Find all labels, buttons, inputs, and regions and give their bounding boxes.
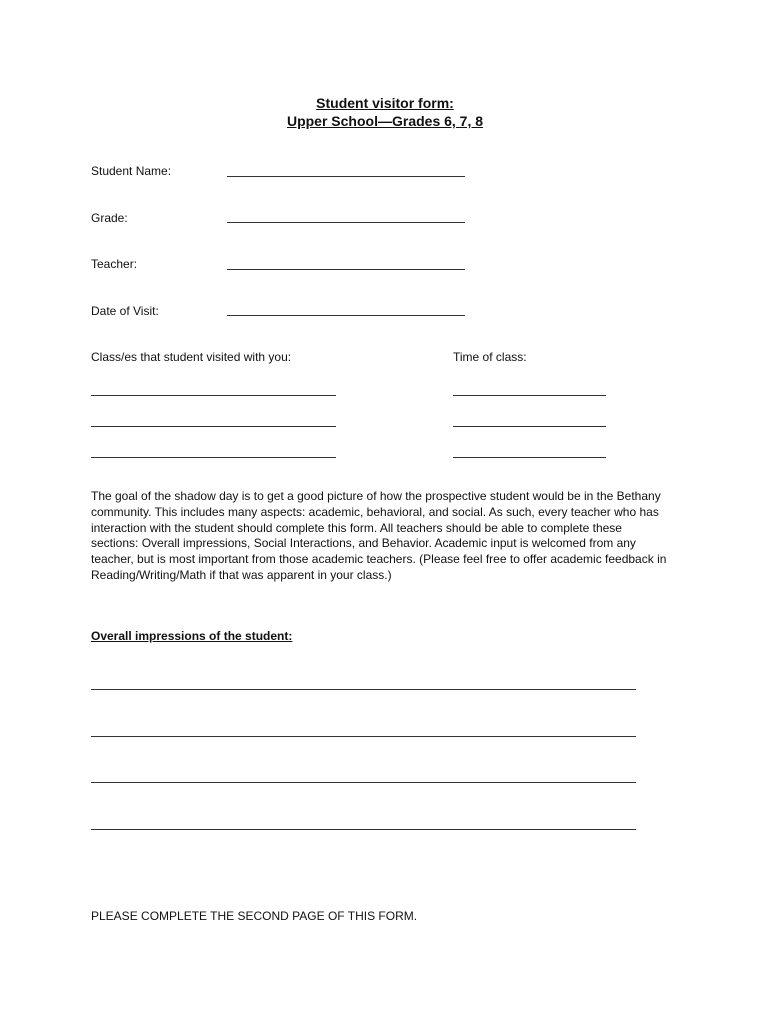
teacher-label: Teacher:: [91, 257, 138, 271]
date-of-visit-line[interactable]: [227, 315, 465, 316]
impressions-line[interactable]: [91, 736, 636, 737]
student-name-label: Student Name:: [91, 164, 172, 178]
class-line[interactable]: [91, 395, 336, 396]
grade-line[interactable]: [227, 222, 465, 223]
form-subtitle: Upper School—Grades 6, 7, 8: [286, 113, 484, 129]
time-line[interactable]: [453, 426, 606, 427]
date-of-visit-label: Date of Visit:: [91, 304, 159, 318]
overall-impressions-heading: Overall impressions of the student:: [91, 629, 293, 643]
footer-note: PLEASE COMPLETE THE SECOND PAGE OF THIS FORM.: [91, 909, 418, 923]
class-line[interactable]: [91, 457, 336, 458]
form-title: Student visitor form:: [316, 95, 454, 111]
time-line[interactable]: [453, 457, 606, 458]
time-of-class-label: Time of class:: [453, 350, 527, 364]
teacher-line[interactable]: [227, 269, 465, 270]
impressions-line[interactable]: [91, 689, 636, 690]
grade-label: Grade:: [91, 211, 128, 225]
class-line[interactable]: [91, 426, 336, 427]
student-name-line[interactable]: [227, 176, 465, 177]
impressions-line[interactable]: [91, 782, 636, 783]
classes-visited-label: Class/es that student visited with you:: [91, 350, 292, 364]
impressions-line[interactable]: [91, 829, 636, 830]
instructions-paragraph: The goal of the shadow day is to get a good picture of how the prospective student would be in the Bethany community. This includes many aspects: academic, behavioral, and social. As such, every teacher who has interaction with the student should complete this form. All teachers should be able to complete these sections: Overall impressions, Social Interactions, and Behavior. Academic input is welcomed from any teacher, but is most important from those academic teachers. (Please feel free to offer academic feedback in Reading/Writing/Math if that was apparent in your class.): [91, 489, 667, 582]
time-line[interactable]: [453, 395, 606, 396]
